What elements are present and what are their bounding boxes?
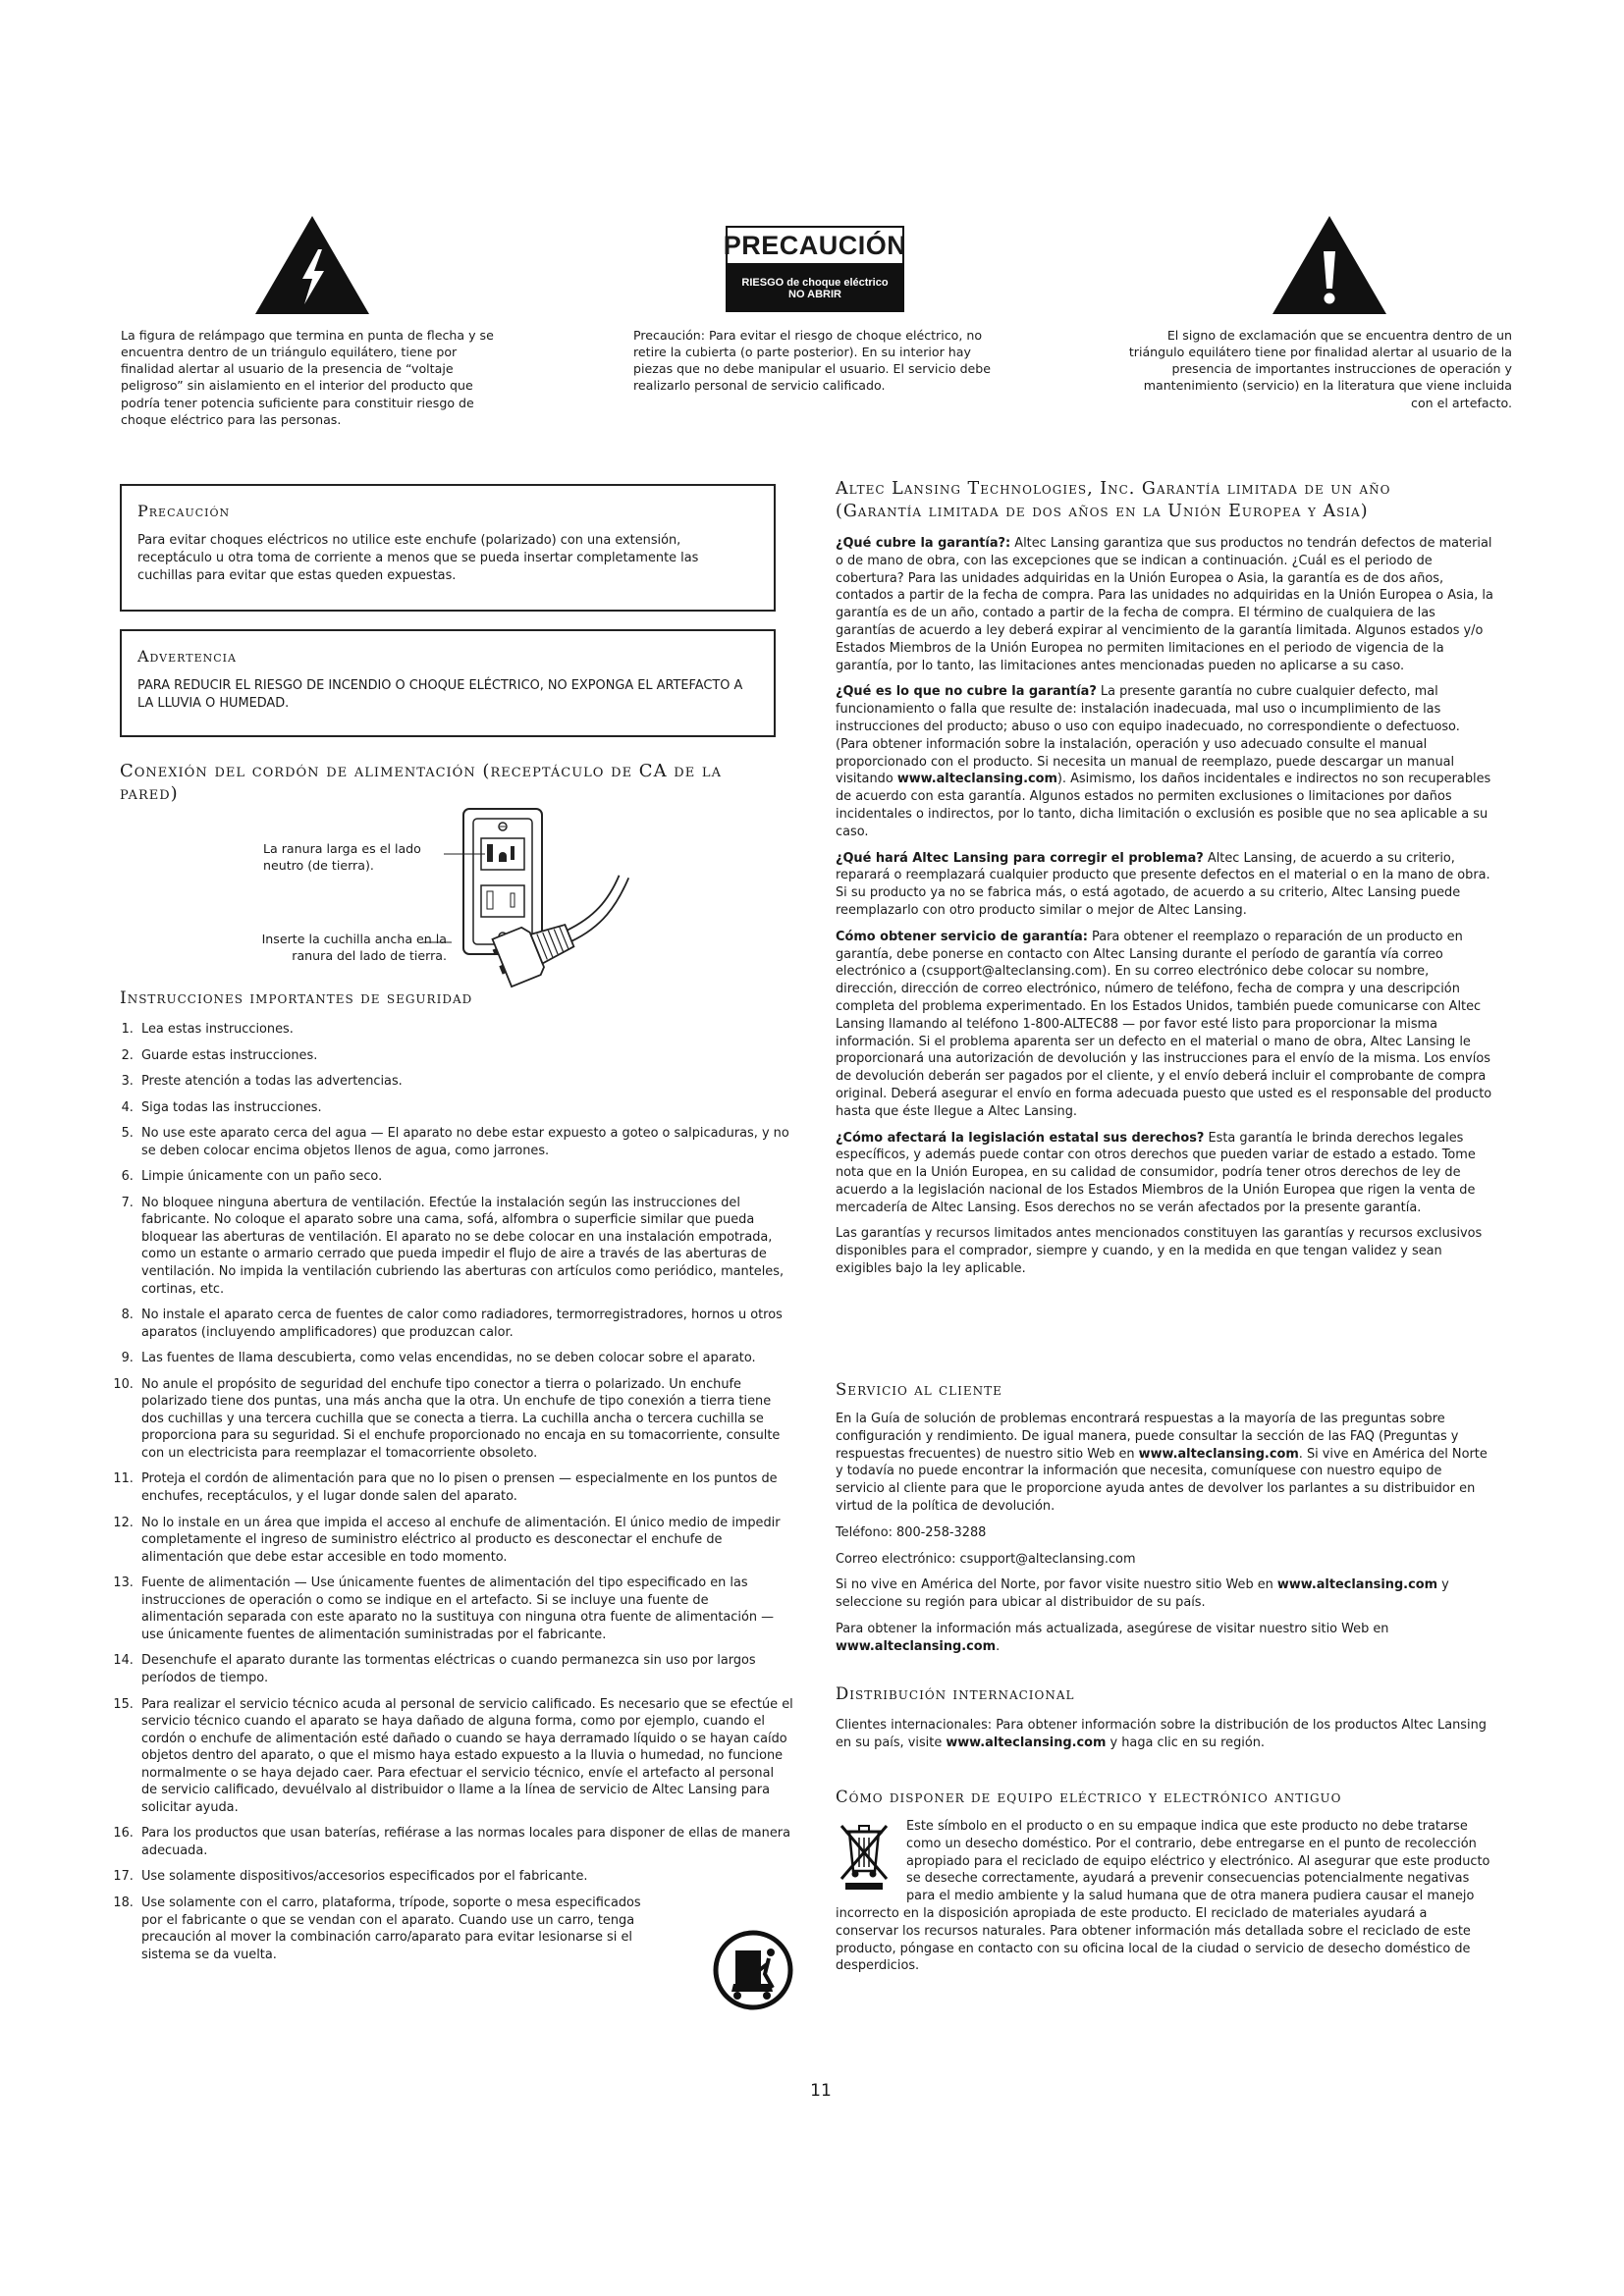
- q1-text: Altec Lansing garantiza que sus productos no tendrán defectos de material o de mano de obra, con las excepciones que se indican a continuación. ¿Cuál es el periodo de cobertura? Para las unidades adquiridas en la Unión Europea o Asia, la garantía es de dos años, contados a partir de la fecha de compra. Para las unidades no adquiridas en la Unión Europea o Asia, la garantía es de un año, contado a partir de la fecha de compra. El término de cualquiera de las garantías de acuerdo a ley deberá expirar al vencimiento de la garantía limitada. Algunos estados y/o Estados Miembros de la Unión Europea no permiten limitaciones en el periodo de vigencia de la garantía, por lo tanto, las limitaciones antes mencionadas pueden no aplicarse a su caso.: [836, 536, 1493, 673]
- servicio-p3-b: .: [996, 1638, 1001, 1654]
- q4-text: Para obtener el reemplazo o reparación de un producto en garantía, debe ponerse en contacto con Altec Lansing durante el período de garantía vía correo electrónico a (csupport@alteclansing.com). En su correo electrónico debe colocar su nombre, dirección, dirección de correo electrónico, número de teléfono, fecha de compra y una descripción completa del problema experimentado. En los Estados Unidos, también puede comunicarse con Altec Lansing llamando al teléfono 1-800-ALTEC88 — por favor esté listo para proporcionar la misma información. Si el problema aparenta ser un defecto en el material o mano de obra, Altec Lansing le proporcionará una autorización de devolución y las instrucciones para el envío de la misma. Los envíos de devolución deberán ser pagados por el cliente, y el envío deberá incluir el comprobante de compra original. Deberá asegurar el envío en forma adecuada puesto que usted es el responsable del producto hasta que éste llegue a Altec Lansing.: [836, 929, 1492, 1119]
- instruction-item: 16. Para los productos que usan baterías, refiérase a las normas locales para disponer de ellas de manera adecuada.: [137, 1825, 793, 1859]
- advertencia-text: PARA REDUCIR EL RIESGO DE INCENDIO O CHOQUE ELÉCTRICO, NO EXPONGA EL ARTEFACTO A LA LLUVIA O HUMEDAD.: [137, 678, 743, 711]
- servicio-p2-a: Si no vive en América del Norte, por favor visite nuestro sitio Web en: [836, 1577, 1277, 1593]
- precaucion-title: Precaución: [137, 502, 231, 520]
- caution-label-title: PRECAUCIÓN: [723, 230, 907, 260]
- disponer-title: Cómo disponer de equipo eléctrico y electrónico antiguo: [836, 1788, 1342, 1806]
- lightning-description: La figura de relámpago que termina en punta de flecha y se encuentra dentro de un triángulo equilátero, tiene por finalidad alertar al usuario de la presencia de “voltaje peligroso” sin aislamiento en el interior del producto que podría tener potencia suficiente para constituir riesgo de choque eléctrico para las personas.: [121, 328, 494, 427]
- q2-website-link[interactable]: www.alteclansing.com: [896, 772, 1057, 787]
- conexion-title: Conexión del cordón de alimentación (receptáculo de CA de la pared): [120, 761, 722, 805]
- servicio-p1-a: En la Guía de solución de problemas encontrará respuestas a la mayoría de las preguntas sobre configuración y rendimiento. De igual manera, puede consultar la sección de las FAQ (Preguntas y respuestas frecuentes) de nuestro sitio Web en: [836, 1412, 1459, 1462]
- servicio-email: Correo electrónico: csupport@alteclansing.com: [836, 1551, 1136, 1567]
- instruction-item: 17. Use solamente dispositivos/accesorios especificados por el fabricante.: [137, 1868, 793, 1886]
- instruction-item: 7. No bloquee ninguna abertura de ventilación. Efectúe la instalación según las instrucciones del fabricante. No coloque el aparato sobre una cama, sofá, alfombra o superficie similar que pueda bloquear las aberturas de ventilación. El aparato no se debe colocar en una instalación empotrada, como un estante o armario cerrado que pueda impedir el flujo de aire a través de las aberturas de ventilación. No impida la ventilación cubriendo las aberturas con artículos como periódico, manteles, cortinas, etc.: [137, 1195, 793, 1298]
- instruction-item: 14. Desenchufe el aparato durante las tormentas eléctricas o cuando permanezca sin uso por largos períodos de tiempo.: [137, 1652, 793, 1686]
- garantia-closing: Las garantías y recursos limitados antes mencionados constituyen las garantías y recursos exclusivos disponibles para el comprador, siempre y cuando, y en la medida en que tengan validez y sean exigibles bajo la ley aplicable.: [836, 1226, 1483, 1277]
- servicio-phone: Teléfono: 800-258-3288: [836, 1524, 987, 1540]
- instruction-item: 11. Proteja el cordón de alimentación para que no lo pisen o prensen — especialmente en los puntos de enchufes, receptáculos, y el lugar donde salen del aparato.: [137, 1470, 793, 1505]
- caution-label-line2: NO ABRIR: [788, 289, 841, 300]
- q3-label: ¿Qué hará Altec Lansing para corregir el problema?: [836, 850, 1204, 866]
- instruction-item: 3. Preste atención a todas las advertencias.: [137, 1073, 793, 1091]
- instruction-item: 2. Guarde estas instrucciones.: [137, 1047, 793, 1065]
- servicio-p1: [836, 1411, 1493, 1516]
- servicio-body: [836, 1411, 1493, 1665]
- q1-label: ¿Qué cubre la garantía?:: [836, 536, 1011, 551]
- servicio-p3-a: Para obtener la información más actualizada, asegúrese de visitar nuestro sitio Web en: [836, 1621, 1389, 1636]
- q2-text-a: La presente garantía no cubre cualquier defecto, mal funcionamiento o falla que resulte de: instalación inadecuada, mal uso o incumplimiento de las instrucciones del producto; abuso o uso con equipo inadecuado, no correspondiente o defectuoso. (Para obtener información sobre la instalación, operación y uso adecuado consulte el manual proporcionado con el producto. Si necesita un manual de reemplazo, puede descargar un manual visitando: [836, 684, 1460, 787]
- q5-label: ¿Cómo afectará la legislación estatal sus derechos?: [836, 1130, 1205, 1146]
- outlet-plug-diagram: [422, 807, 658, 993]
- weee-bin-icon: [836, 1822, 893, 1891]
- garantia-q3: [836, 850, 1493, 920]
- servicio-title: Servicio al cliente: [836, 1380, 1002, 1399]
- caution-description: Precaución: Para evitar el riesgo de choque eléctrico, no retire la cubierta (o parte posterior). En su interior hay piezas que no debe manipular el usuario. El servicio debe realizarlo personal de servicio calificado.: [633, 328, 992, 394]
- advertencia-box: [120, 629, 776, 737]
- instrucciones-title: Instrucciones importantes de seguridad: [120, 988, 473, 1008]
- instruction-item: 9. Las fuentes de llama descubierta, como velas encendidas, no se deben colocar sobre el aparato.: [137, 1350, 793, 1367]
- cart-warning-icon: [712, 1929, 794, 2011]
- caution-label: [723, 226, 907, 314]
- garantia-q2: [836, 683, 1493, 840]
- disponer-text: Este símbolo en el producto o en su empaque indica que este producto no debe tratarse como un desecho doméstico. Por el contrario, debe entregarse en el punto de recolección apropiado para el reciclado de equipo eléctrico y electrónico. Al asegurar que este producto se deseche correctamente, ayudará a prevenir consecuencias potencialmente negativas para el medio ambiente y la salud humana que de otra manera pudiera causar el manejo incorrecto en la disposición apropiada de este producto. El reciclado de materiales ayudará a conservar los recursos naturales. Para obtener información más detallada sobre el reciclado de este producto, póngase en contacto con su oficina local de la ciudad o servicio de desecho doméstico de desperdicios.: [836, 1819, 1490, 1974]
- garantia-q5: [836, 1130, 1493, 1217]
- instruction-item: 12. No lo instale en un área que impida el acceso al enchufe de alimentación. El único medio de impedir completamente el ingreso de suministro eléctrico al producto es desconectar el enchufe de alimentación que debe estar accesible en todo momento.: [137, 1515, 793, 1567]
- garantia-q4: [836, 929, 1493, 1121]
- exclamation-warning-icon: [1271, 214, 1388, 316]
- q2-label: ¿Qué es lo que no cubre la garantía?: [836, 684, 1097, 700]
- q2-text-b: ). Asimismo, los daños incidentales e indirectos no son recuperables de acuerdo con esta garantía. Algunos estados no permiten exclusiones o limitaciones por daños incidentales o indirectos, por lo tanto, dicha limitación o exclusión es posible que no sea aplicable a su caso.: [836, 772, 1491, 839]
- slot-label: La ranura larga es el lado neutro (de tierra).: [263, 841, 421, 874]
- distribucion-text: [836, 1717, 1493, 1752]
- garantia-q1: [836, 535, 1493, 674]
- instruction-item: 13. Fuente de alimentación — Use únicamente fuentes de alimentación del tipo especificado en las instrucciones de operación o como se indique en el artefacto. Si se incluye una fuente de alimentación separada con este aparato no la sustituya con ninguna otra fuente de alimentación — use únicamente fuentes de alimentación suministradas por el fabricante.: [137, 1575, 793, 1643]
- exclamation-description: El signo de exclamación que se encuentra dentro de un triángulo equilátero tiene por finalidad alertar al usuario de la presencia de importantes instrucciones de operación y mantenimiento (servicio) en la literatura que viene incluida con el artefacto.: [1128, 328, 1512, 410]
- servicio-p2-b: y seleccione su región para ubicar al distribuidor de su país.: [836, 1577, 1449, 1611]
- garantia-body: [836, 535, 1493, 1287]
- precaucion-box: [120, 484, 776, 612]
- servicio-p2: [836, 1576, 1493, 1612]
- distribucion-text-a: Clientes internacionales: Para obtener información sobre la distribución de los productos Altec Lansing en su país, visite: [836, 1718, 1487, 1750]
- instruction-item: 5. No use este aparato cerca del agua — El aparato no debe estar expuesto a goteo o salpicaduras, y no se deben colocar encima objetos llenos de agua, como jarrones.: [137, 1125, 793, 1159]
- servicio-faq-link[interactable]: www.alteclansing.com: [1138, 1446, 1299, 1462]
- instruction-item: 15. Para realizar el servicio técnico acuda al personal de servicio calificado. Es necesario que se efectúe el servicio técnico cuando el aparato se haya dañado de alguna forma, como por ejemplo, cuando el cordón o enchufe de alimentación esté dañado o cuando se haya derramado líquido o se hayan caído objetos dentro del aparato, o que el mismo haya estado expuesto a la lluvia o humedad, no funcione normalmente o se haya dejado caer. Para efectuar el servicio técnico, envíe el artefacto al personal de servicio calificado, devuélvalo al distribuidor o llame a la línea de servicio de Altec Lansing para solicitar ayuda.: [137, 1696, 793, 1817]
- instruction-item: 8. No instale el aparato cerca de fuentes de calor como radiadores, termorregistradores, hornos u otros aparatos (incluyendo amplificadores) que produzcan calor.: [137, 1307, 793, 1341]
- blade-label: Inserte la cuchilla ancha en la ranura del lado de tierra.: [261, 932, 447, 964]
- lightning-warning-icon: [253, 214, 371, 316]
- servicio-region-link[interactable]: www.alteclansing.com: [1276, 1577, 1437, 1593]
- garantia-title-line1: Altec Lansing Technologies, Inc. Garantía limitada de un año: [836, 479, 1391, 499]
- instruction-item: 18. Use solamente con el carro, plataforma, trípode, soporte o mesa especificados por el fabricante o que se vendan con el aparato. Cuando use un carro, tenga precaución al mover la combinación carro/aparato para evitar lesionarse si el sistema se da vuelta.: [137, 1895, 793, 1963]
- distribucion-link[interactable]: www.alteclansing.com: [946, 1735, 1107, 1750]
- disponer-body: [836, 1818, 1493, 1975]
- distribucion-text-b: y haga clic en su región.: [1106, 1735, 1265, 1750]
- distribucion-title: Distribución internacional: [836, 1684, 1075, 1703]
- servicio-p3: [836, 1621, 1493, 1656]
- instruction-item: 6. Limpie únicamente con un paño seco.: [137, 1168, 793, 1186]
- servicio-update-link[interactable]: www.alteclansing.com: [836, 1638, 997, 1654]
- garantia-title: [836, 478, 1523, 523]
- caution-label-line1: RIESGO de choque eléctrico: [741, 277, 889, 289]
- q3-text: Altec Lansing, de acuerdo a su criterio, reparará o reemplazará cualquier producto que presente defectos en el material o en la mano de obra. Si su producto ya no se fabrica más, o está agotado, de acuerdo a su criterio, Altec Lansing puede reemplazarlo con otro producto similar o mejor de Altec Lansing.: [836, 850, 1490, 918]
- q5-text: Esta garantía le brinda derechos legales específicos, y además puede contar con otros derechos que pueden variar de estado a estado. Tome nota que en la Unión Europea, en su calidad de consumidor, podría tener otros derechos de ley de acuerdo a la legislación nacional de los Estados Miembros de la Unión Europea que rigen la venta de mercadería de Altec Lansing. Esos derechos no se verán afectados por la presente garantía.: [836, 1130, 1476, 1215]
- page-number: 11: [810, 2081, 832, 2101]
- servicio-p1-b: . Si vive en América del Norte y todavía no puede encontrar la información que necesita, comuníquese con nuestro equipo de servicio al cliente para que le proporcione ayuda antes de devolver los parlantes a su distribuidor en virtud de la política de devolución.: [836, 1446, 1488, 1514]
- instrucciones-list: [112, 1021, 793, 1972]
- q4-label: Cómo obtener servicio de garantía:: [836, 929, 1088, 944]
- instruction-item: 10. No anule el propósito de seguridad del enchufe tipo conector a tierra o polarizado. Un enchufe polarizado tiene dos puntas, una más ancha que la otra. Un enchufe de tipo conexión a tierra tiene dos cuchillas y una tercera cuchilla que se conecta a tierra. La cuchilla ancha o tercera cuchilla se proporciona para su seguridad. Si el enchufe proporcionado no encaja en su tomacorriente, consulte con un electricista para reemplazar el tomacorriente obsoleto.: [137, 1376, 793, 1463]
- advertencia-title: Advertencia: [137, 647, 237, 666]
- garantia-title-line2: (Garantía limitada de dos años en la Unión Europea y Asia): [836, 501, 1369, 521]
- precaucion-text: Para evitar choques eléctricos no utilice este enchufe (polarizado) con una extensión, receptáculo u otra toma de corriente a menos que se pueda insertar completamente las cuchillas para evitar que estas queden expuestas.: [137, 533, 699, 583]
- instruction-item: 4. Siga todas las instrucciones.: [137, 1099, 793, 1117]
- instruction-item: 1. Lea estas instrucciones.: [137, 1021, 793, 1039]
